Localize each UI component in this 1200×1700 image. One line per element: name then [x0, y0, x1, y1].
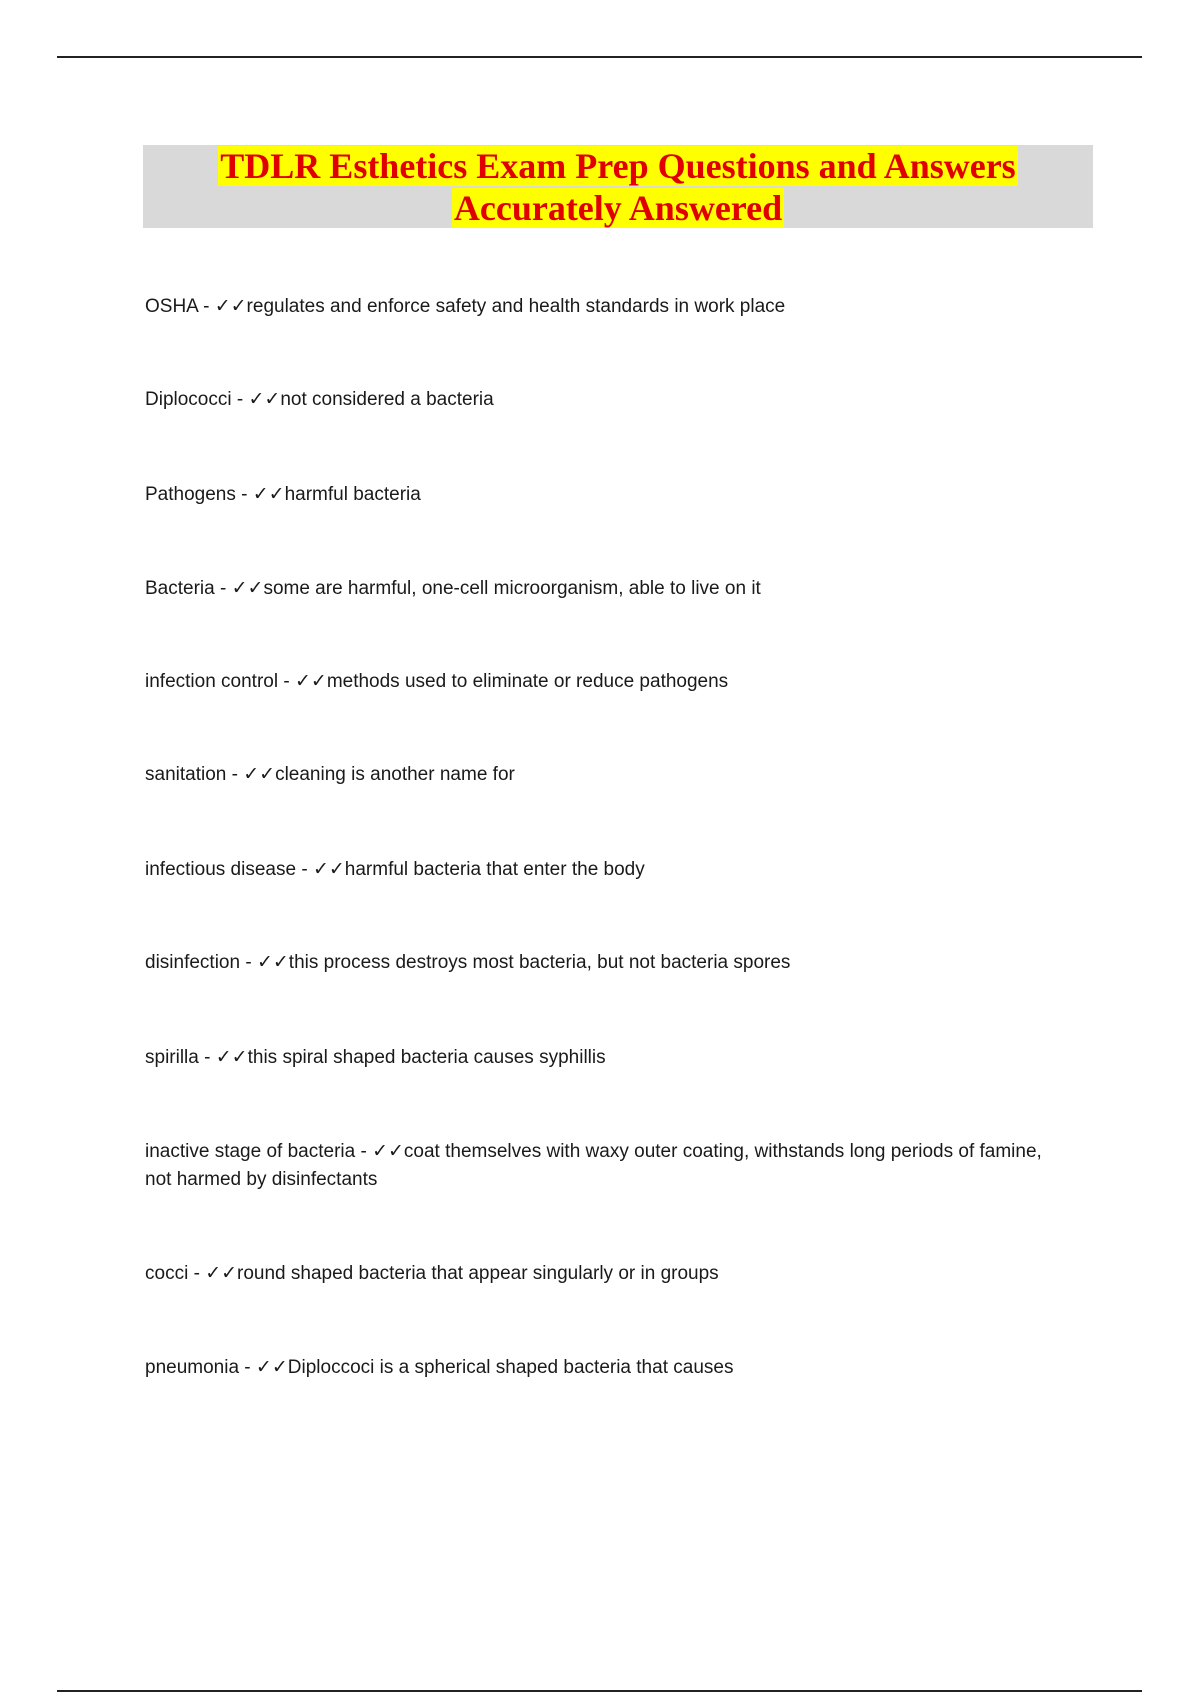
- title-line-2: Accurately Answered: [453, 188, 783, 228]
- term: Diplococci: [145, 389, 232, 410]
- list-item: [145, 481, 1065, 509]
- separator: -: [188, 1263, 206, 1284]
- separator: -: [239, 1357, 256, 1378]
- answer: round shaped bacteria that appear singularly or in groups: [237, 1263, 719, 1284]
- separator: -: [198, 1047, 216, 1068]
- term: infection control: [145, 671, 279, 692]
- document-title: [143, 145, 1093, 228]
- term: OSHA: [145, 296, 198, 317]
- separator: -: [231, 389, 249, 410]
- answer: regulates and enforce safety and health standards in work place: [246, 296, 786, 317]
- bottom-rule: [57, 1690, 1142, 1692]
- answer: methods used to eliminate or reduce pathogens: [326, 671, 729, 692]
- term: Bacteria: [145, 578, 215, 599]
- term: inactive stage of bacteria: [145, 1141, 356, 1162]
- check-icon: ✓✓: [294, 671, 327, 692]
- separator: -: [214, 578, 232, 599]
- check-icon: ✓✓: [205, 1263, 238, 1284]
- separator: -: [296, 859, 313, 880]
- list-item: [145, 949, 1065, 977]
- list-item: [145, 761, 1065, 789]
- check-icon: ✓✓: [243, 764, 276, 785]
- title-line-1: TDLR Esthetics Exam Prep Questions and Answers: [220, 146, 1016, 186]
- list-item: [145, 1354, 1065, 1382]
- check-icon: ✓✓: [372, 1141, 404, 1162]
- list-item: [145, 1044, 1065, 1072]
- answer: harmful bacteria: [284, 484, 421, 505]
- check-icon: ✓✓: [256, 952, 289, 973]
- term: disinfection: [145, 952, 241, 973]
- list-item: [145, 575, 1065, 603]
- list-item: [145, 293, 1065, 321]
- term: sanitation: [145, 764, 227, 785]
- term: pneumonia: [145, 1357, 240, 1378]
- answer: not considered a bacteria: [280, 389, 494, 410]
- check-icon: ✓✓: [231, 578, 264, 599]
- list-item: [145, 386, 1065, 414]
- check-icon: ✓✓: [248, 389, 281, 410]
- term: Pathogens: [145, 484, 236, 505]
- check-icon: ✓✓: [214, 296, 247, 317]
- list-item: [145, 1260, 1065, 1288]
- term: cocci: [145, 1263, 189, 1284]
- answer: this process destroys most bacteria, but not bacteria spores: [288, 952, 791, 973]
- answer: this spiral shaped bacteria causes syphillis: [247, 1047, 606, 1068]
- answer: Diploccoci is a spherical shaped bacteria that causes: [287, 1357, 734, 1378]
- list-item: [145, 1138, 1065, 1194]
- answer: some are harmful, one-cell microorganism, able to live on it: [263, 578, 761, 599]
- list-item: [145, 668, 1065, 696]
- list-item: [145, 856, 1065, 884]
- separator: -: [235, 484, 253, 505]
- separator: -: [278, 671, 295, 692]
- separator: -: [226, 764, 244, 785]
- check-icon: ✓✓: [215, 1047, 248, 1068]
- check-icon: ✓✓: [255, 1357, 288, 1378]
- answer: cleaning is another name for: [275, 764, 515, 785]
- term: infectious disease: [145, 859, 297, 880]
- term: spirilla: [145, 1047, 199, 1068]
- separator: -: [355, 1141, 373, 1162]
- answer: harmful bacteria that enter the body: [344, 859, 645, 880]
- top-rule: [57, 56, 1142, 58]
- check-icon: ✓✓: [252, 484, 285, 505]
- separator: -: [240, 952, 257, 973]
- answer: coat themselves with waxy outer coating, withstands long periods of famine, not harmed by disinfectants: [145, 1141, 1042, 1190]
- check-icon: ✓✓: [312, 859, 345, 880]
- separator: -: [197, 296, 215, 317]
